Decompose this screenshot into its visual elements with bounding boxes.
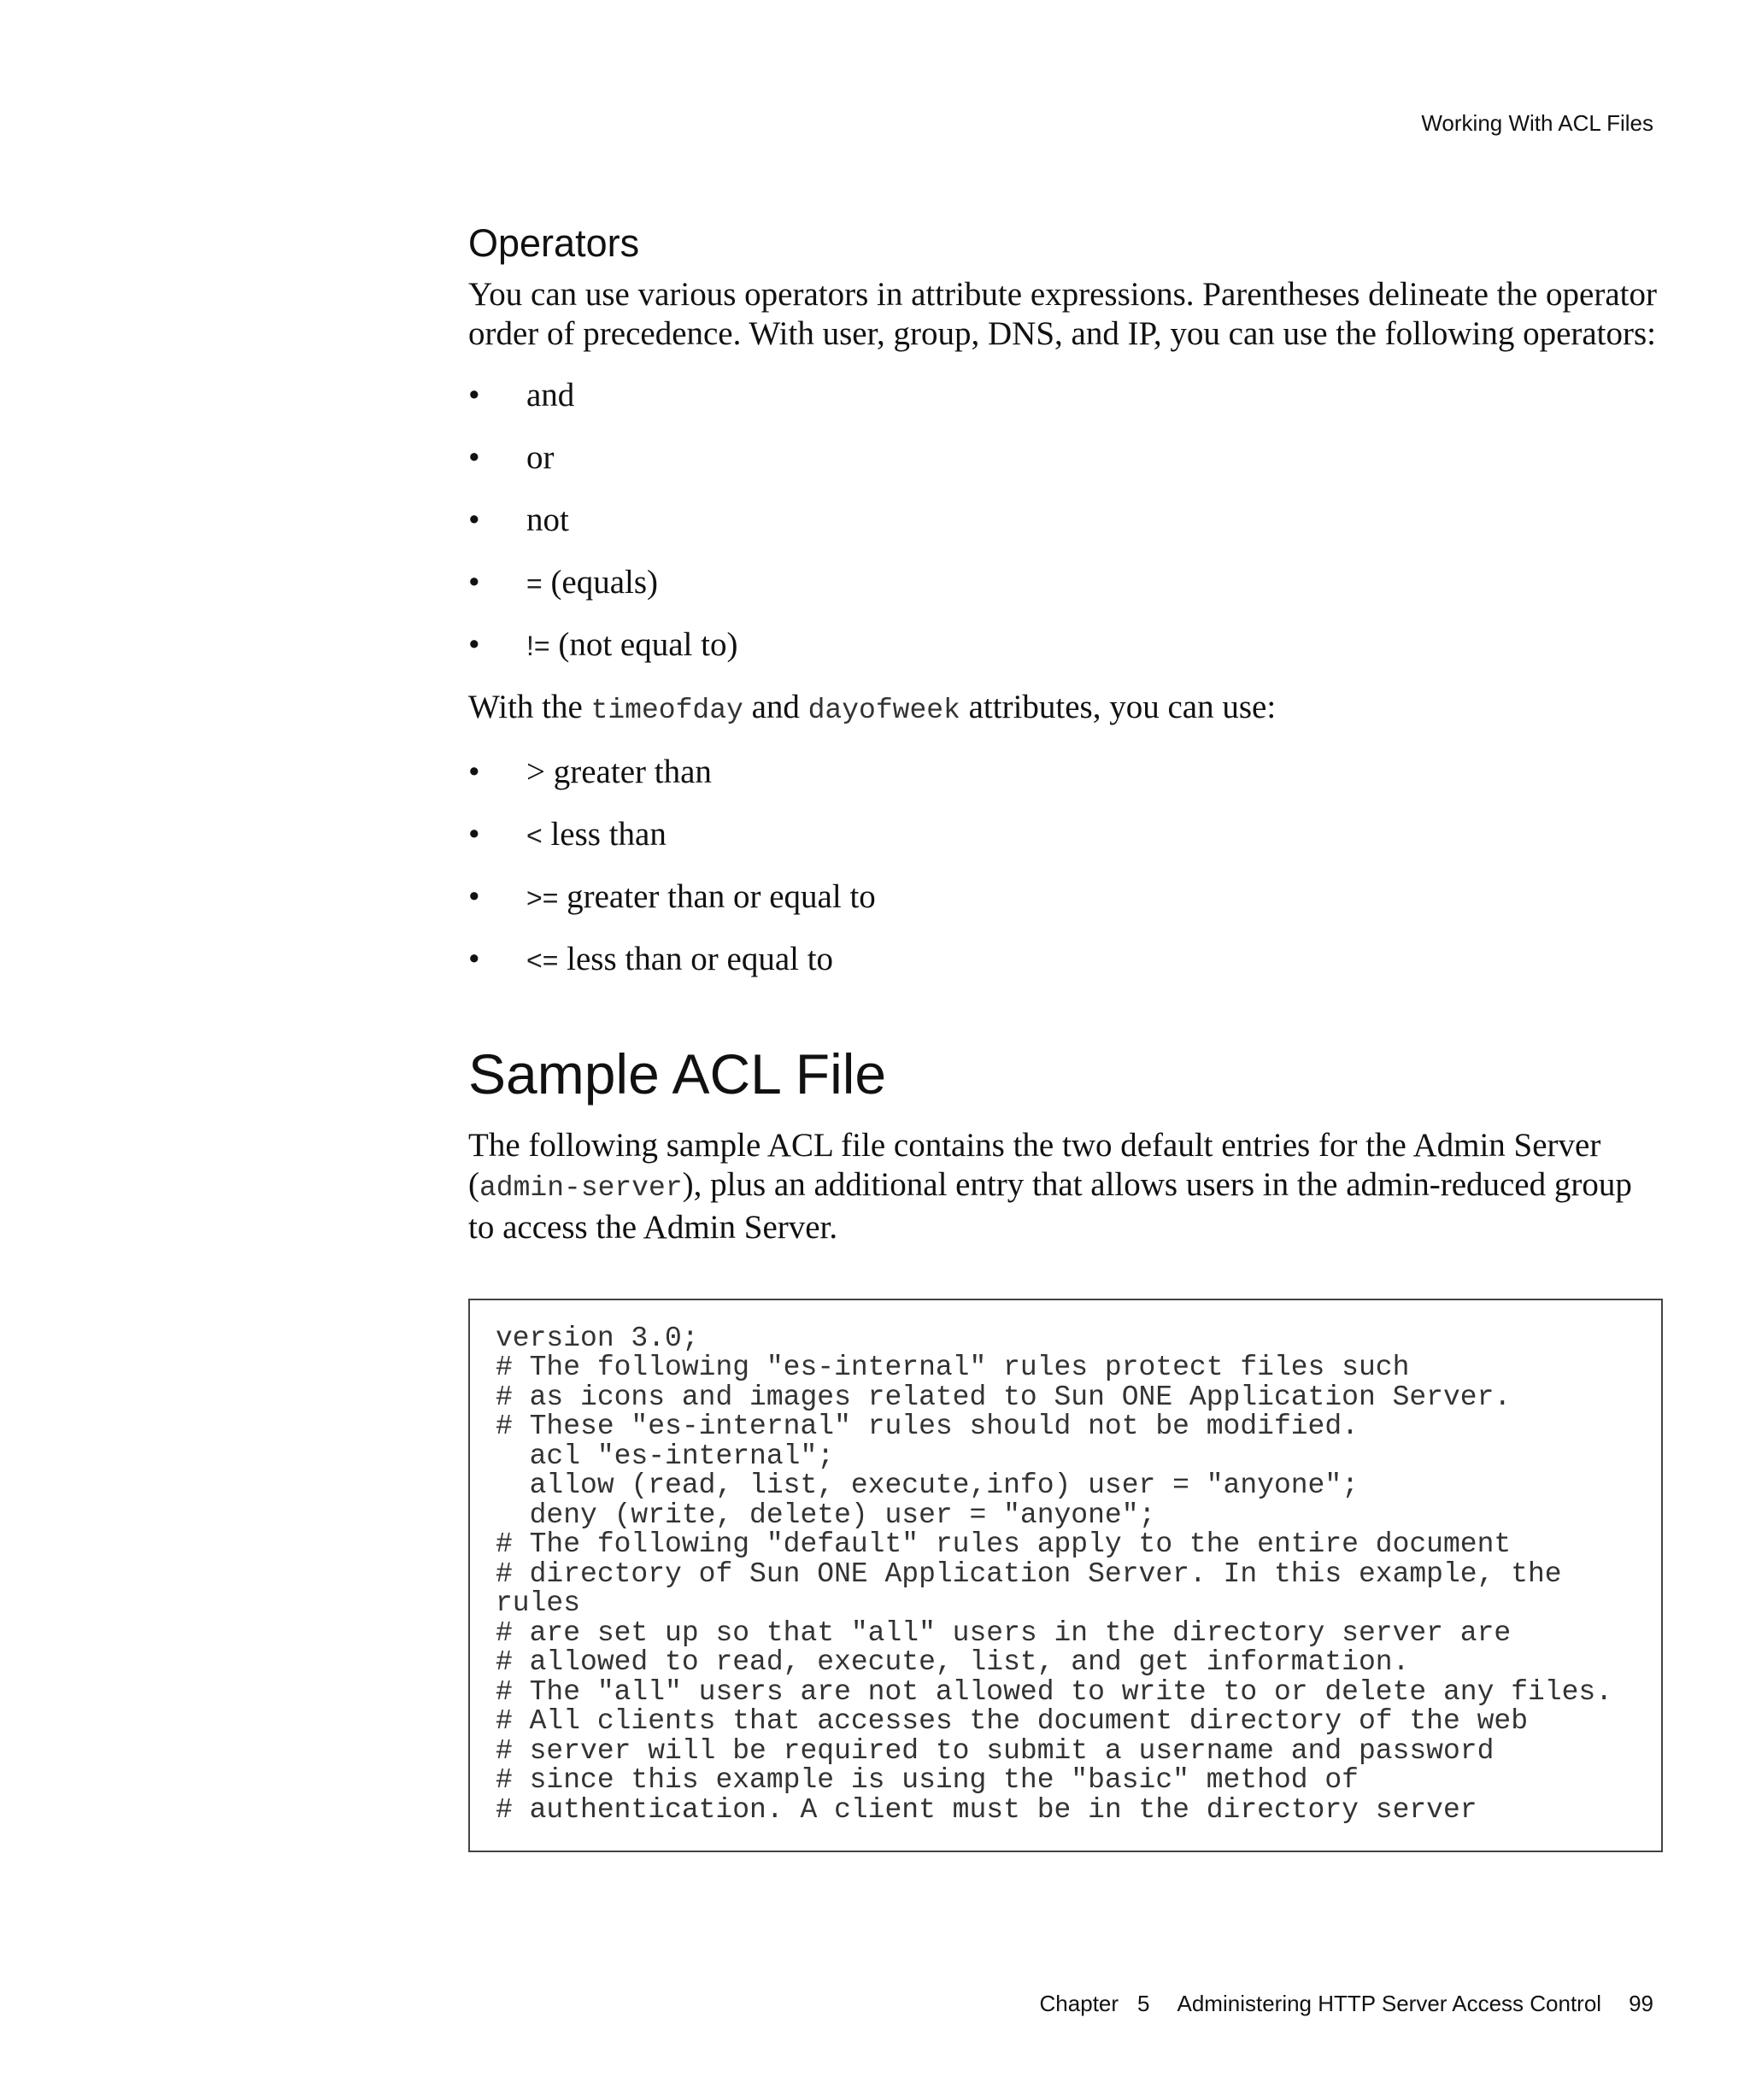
time-operators-intro: With the timeofday and dayofweek attributes, you can use: xyxy=(468,689,1277,726)
operator-symbol: = xyxy=(526,568,543,599)
operator-symbol: < xyxy=(526,820,543,851)
code-line: deny (write, delete) user = "anyone"; xyxy=(496,1499,1156,1531)
list-item: • > greater than xyxy=(468,754,712,790)
code-line: # as icons and images related to Sun ONE Application Server. xyxy=(496,1381,1512,1413)
list-item: • and xyxy=(468,377,575,414)
list-item: • <= less than or equal to xyxy=(468,941,834,977)
code-line: # All clients that accesses the document directory of the web xyxy=(496,1705,1528,1738)
inline-code: timeofday xyxy=(590,695,743,726)
code-line: # These "es-internal" rules should not be modified. xyxy=(496,1411,1359,1443)
bullet-icon: • xyxy=(468,941,480,977)
code-line: rules xyxy=(496,1587,581,1620)
chapter-label: Chapter xyxy=(1039,1991,1119,2016)
bullet-icon: • xyxy=(468,439,480,476)
code-block xyxy=(468,1299,1663,1853)
code-line: # The "all" users are not allowed to write to or delete any files. xyxy=(496,1675,1613,1708)
page-content xyxy=(468,220,1659,1852)
bullet-icon: • xyxy=(468,878,480,915)
code-line: # authentication. A client must be in the directory server xyxy=(496,1793,1477,1826)
time-operators-list xyxy=(468,753,1659,980)
list-item: • >= greater than or equal to xyxy=(468,878,876,915)
operators-intro: You can use various operators in attribute expressions. Parentheses delineate the operator order of precedence. With user, group, DNS, and IP, you can use the following operators: xyxy=(468,276,1657,352)
code-line: version 3.0; xyxy=(496,1322,699,1354)
list-item: • or xyxy=(468,439,555,476)
list-item: • = (equals) xyxy=(468,564,659,601)
bullet-icon: • xyxy=(468,502,480,538)
page-number: 99 xyxy=(1629,1991,1653,2016)
bullet-icon: • xyxy=(468,564,480,601)
code-line: allow (read, list, execute,info) user = "anyone"; xyxy=(496,1469,1359,1502)
bullet-icon: • xyxy=(468,816,480,853)
chapter-title: Administering HTTP Server Access Control xyxy=(1177,1991,1602,2016)
sample-acl-intro: The following sample ACL file contains the two default entries for the Admin Server (admin-server), plus an additional entry that allows users in the admin-reduced group to access the Admin Server. xyxy=(468,1126,1632,1246)
list-item: • not xyxy=(468,502,569,538)
operator-symbol: != xyxy=(526,631,550,661)
code-line: # The following "default" rules apply to the entire document xyxy=(496,1528,1512,1561)
sample-acl-heading: Sample ACL File xyxy=(468,1042,887,1106)
operators-heading: Operators xyxy=(468,221,640,265)
code-line: # The following "es-internal" rules protect files such xyxy=(496,1352,1410,1384)
code-line: # since this example is using the "basic" method of xyxy=(496,1764,1359,1797)
inline-code: dayofweek xyxy=(807,695,960,726)
list-item: • != (not equal to) xyxy=(468,626,738,663)
code-line: # directory of Sun ONE Application Server. In this example, the xyxy=(496,1557,1562,1590)
list-item: • < less than xyxy=(468,816,667,853)
running-footer xyxy=(1040,1991,1653,2017)
operators-list xyxy=(468,376,1659,666)
code-line: # are set up so that "all" users in the directory server are xyxy=(496,1616,1512,1649)
bullet-icon: • xyxy=(468,754,480,790)
bullet-icon: • xyxy=(468,377,480,414)
code-line: # server will be required to submit a username and password xyxy=(496,1734,1495,1767)
operator-symbol: >= xyxy=(526,883,559,913)
code-line: acl "es-internal"; xyxy=(496,1440,835,1472)
chapter-number: 5 xyxy=(1137,1991,1150,2016)
operator-symbol: <= xyxy=(526,945,559,976)
inline-code: admin-server xyxy=(479,1171,683,1204)
code-line: # allowed to read, execute, list, and get information. xyxy=(496,1646,1410,1679)
bullet-icon: • xyxy=(468,626,480,663)
running-header: Working With ACL Files xyxy=(1421,110,1653,136)
